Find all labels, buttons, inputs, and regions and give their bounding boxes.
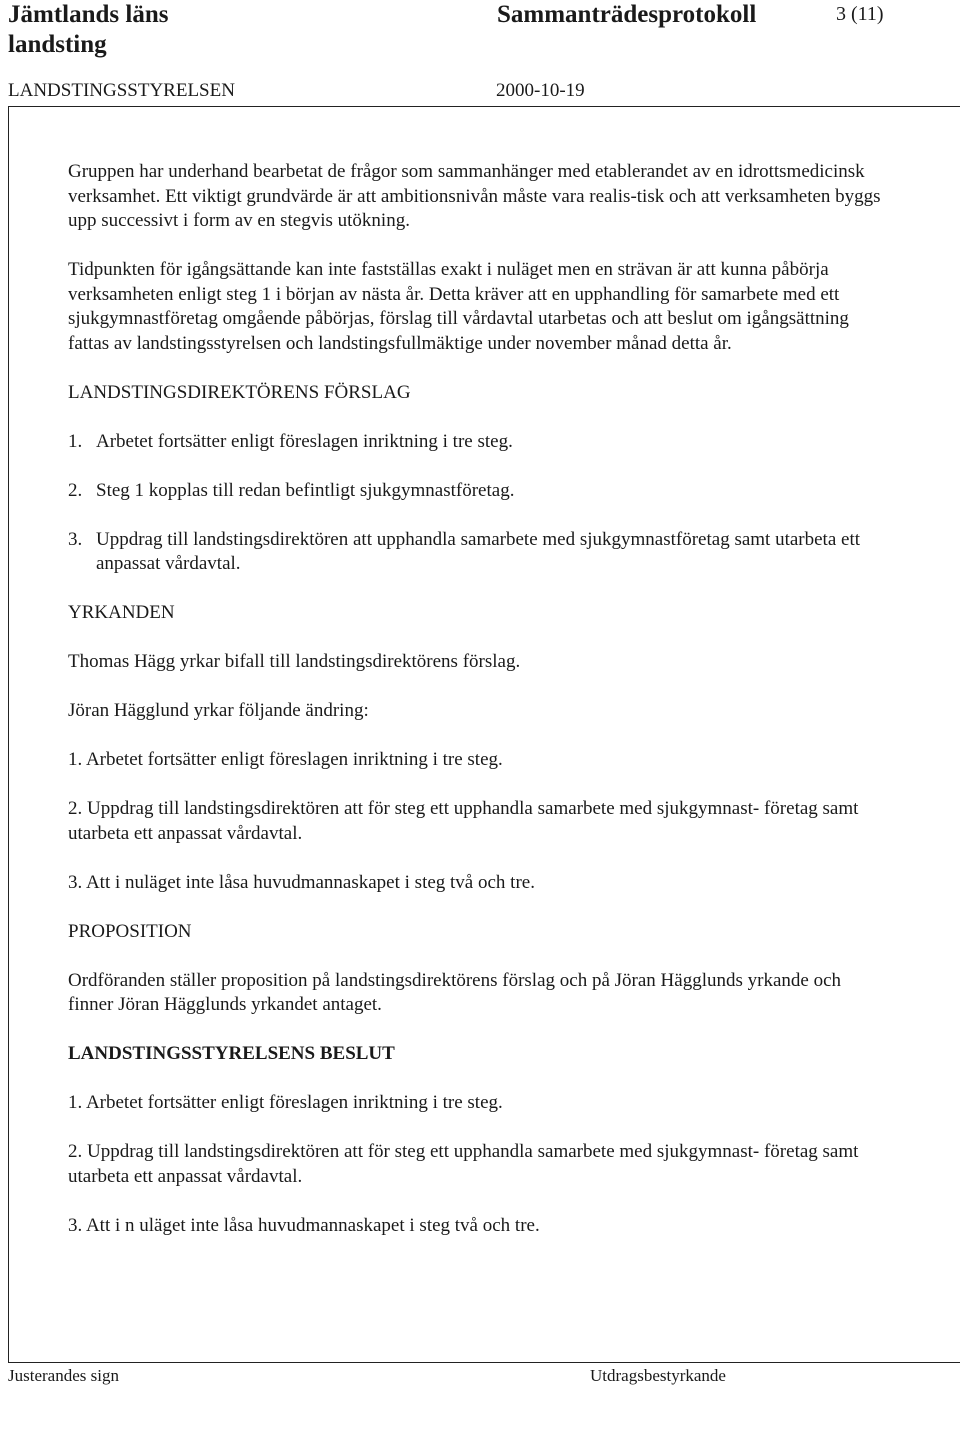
motion-hagg: Thomas Hägg yrkar bifall till landstingsdirektörens förslag. — [68, 651, 521, 672]
motion-hagglund: Jöran Hägglund yrkar följande ändring: — [68, 700, 369, 721]
footer-attestation-label: Utdragsbestyrkande — [590, 1366, 726, 1385]
paragraph-timing: Tidpunkten för igångsättande kan inte fastställas exakt i nuläget men en strävan är att kunna påbörja verksamheten enligt steg 1 i början av nästa år. Detta kräver att en upphandling för samarbete med ett sjukgymnastföretag omgående påbörjas, förslag till vårdavtal utarbetas och att beslut om igångsättning fattas av landstingsstyrelsen och landstingsfullmäktige under november månad detta år. — [68, 259, 849, 354]
page-number: 3 (11) — [836, 3, 884, 25]
proposal-item: 3. Uppdrag till landstingsdirektören att upphandla samarbete med sjukgymnastföretag samt utarbeta ett anpassat vårdavtal. — [68, 528, 861, 574]
proposal-heading: LANDSTINGSDIREKTÖRENS FÖRSLAG — [68, 381, 411, 403]
proposition-heading: PROPOSITION — [68, 920, 192, 942]
decision-heading: LANDSTINGSSTYRELSENS BESLUT — [68, 1043, 395, 1064]
paragraph-intro: Gruppen har underhand bearbetat de frågor som sammanhänger med etablerandet av en idrottsmedicinsk verksamhet. Ett viktigt grundvärde är att ambitionsnivån måste vara realis-tisk och att verksamheten byggs upp successivt i form av en stegvis utökning. — [68, 161, 881, 231]
decision-item: 3. Att i n uläget inte låsa huvudmannaskapet i steg två och tre. — [68, 1214, 540, 1236]
protocol-body — [68, 160, 888, 1238]
proposition-text: Ordföranden ställer proposition på landstingsdirektörens förslag och på Jöran Hägglunds yrkande och finner Jöran Hägglunds yrkandet antaget. — [68, 969, 841, 1015]
footer-rule — [8, 1362, 960, 1363]
decision-item: 1. Arbetet fortsätter enligt föreslagen inriktning i tre steg. — [68, 1092, 503, 1113]
decision-item: 2. Uppdrag till landstingsdirektören att för steg ett upphandla samarbete med sjukgymnast- företag samt utarbeta ett anpassat vårdavtal. — [68, 1141, 859, 1187]
proposal-item: 1. Arbetet fortsätter enligt föreslagen inriktning i tre steg. — [68, 430, 513, 452]
organization-name: Jämtlands läns landsting — [8, 1, 169, 58]
header-rule — [8, 106, 960, 107]
amendment-item: 3. Att i nuläget inte låsa huvudmannaskapet i steg två och tre. — [68, 871, 535, 893]
meeting-date: 2000-10-19 — [496, 80, 585, 101]
proposal-item: 2. Steg 1 kopplas till redan befintligt sjukgymnastföretag. — [68, 479, 515, 501]
document-type: Sammanträdesprotokoll — [497, 1, 757, 28]
amendment-item: 2. Uppdrag till landstingsdirektören att för steg ett upphandla samarbete med sjukgymnast- företag samt utarbeta ett anpassat vårdavtal. — [68, 798, 859, 844]
motions-heading: YRKANDEN — [68, 602, 175, 623]
left-margin-rule — [8, 106, 9, 1362]
amendment-item: 1. Arbetet fortsätter enligt föreslagen inriktning i tre steg. — [68, 749, 503, 770]
footer-signature-label: Justerandes sign — [8, 1366, 119, 1385]
board-name: LANDSTINGSSTYRELSEN — [8, 80, 235, 101]
